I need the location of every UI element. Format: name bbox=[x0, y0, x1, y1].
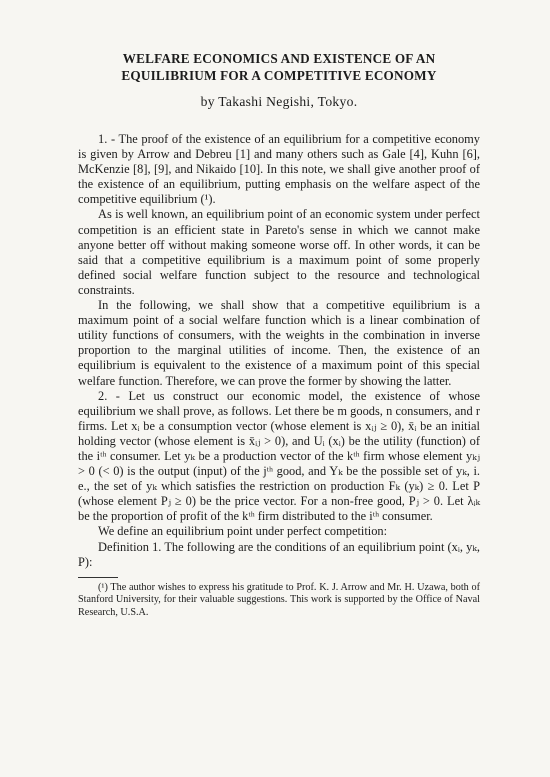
paragraph-6: Definition 1. The following are the conditions of an equilibrium point (xᵢ, yₖ, P): bbox=[78, 539, 480, 569]
paragraph-5: We define an equilibrium point under perfect competition: bbox=[98, 524, 388, 539]
paragraph-1: 1. - The proof of the existence of an equilibrium for a competitive economy is given by Arrow and Debreu [1] and many others such as Gale [4], Kuhn [6], McKenzie [8], [9], and Nikaido [10]. In this note, we shall give another proof of the existence of an equilibrium, putting emphasis on the welfare aspect of the competitive equilibrium (¹). bbox=[78, 132, 480, 207]
footnote-1: (¹) The author wishes to express his gratitude to Prof. K. J. Arrow and Mr. H. Uzawa, both of Stanford University, for their valuable suggestions. This work is supported by the Office of Naval Research, U.S.A. bbox=[78, 581, 480, 618]
paragraph-2: As is well known, an equilibrium point of an economic system under perfect competition is an efficient state in Pareto's sense in which we cannot make anyone better off without making someone worse off. In other words, it can be said that a competitive equilibrium is a maximum point of some properly defined social welfare function subject to the resource and technological constraints. bbox=[78, 207, 480, 297]
body-text bbox=[78, 132, 480, 570]
paragraph-3: In the following, we shall show that a competitive equilibrium is a maximum point of a social welfare function which is a linear combination of utility functions of consumers, with the weights in the combination in inverse proportion to the marginal utilities of income. Then, the existence of an equilibrium is equivalent to the existence of a maximum point of this special welfare function. Therefore, we can prove the former by showing the latter. bbox=[78, 298, 480, 388]
title-line-2: EQUILIBRIUM FOR A COMPETITIVE ECONOMY bbox=[121, 68, 437, 83]
title-line-1: WELFARE ECONOMICS AND EXISTENCE OF AN bbox=[122, 51, 436, 66]
paper-title bbox=[78, 50, 480, 84]
author-line: by Takashi Negishi, Tokyo. bbox=[200, 94, 358, 109]
footnote-divider bbox=[78, 577, 118, 578]
paragraph-4: 2. - Let us construct our economic model, the existence of whose equilibrium we shall prove, as follows. Let there be m goods, n consumers, and r firms. Let xᵢ be a consumption vector (whose element is xᵢⱼ ≥ 0), x̄ᵢ be an initial holding vector (whose element is x̄ᵢⱼ > 0), and Uᵢ (xᵢ) be the utility (function) of the iᵗʰ consumer. Let yₖ be a production vector of the kᵗʰ firm whose element yₖⱼ > 0 (< 0) is the output (input) of the jᵗʰ good, and Yₖ be the possible set of yₖ, i. e., the set of yₖ which satisfies the restriction on production Fₖ (yₖ) ≥ 0. Let P (whose element Pⱼ ≥ 0) be the price vector. For a non-free good, Pⱼ > 0. Let λᵢₖ be the proportion of profit of the kᵗʰ firm distributed to the iᵗʰ consumer. bbox=[78, 388, 480, 524]
